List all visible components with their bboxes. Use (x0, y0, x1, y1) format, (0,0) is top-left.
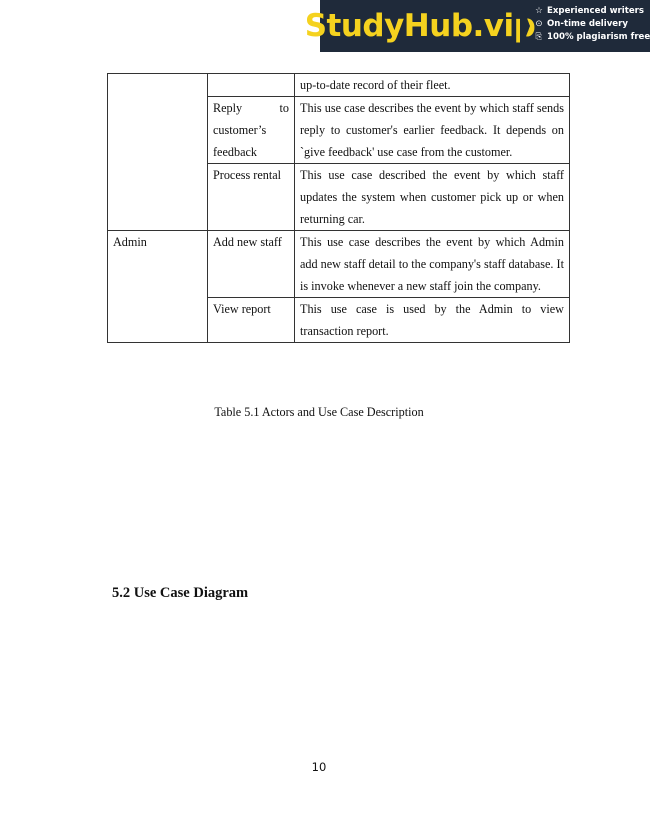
description-cell: This use case described the event by which staff updates the system when customer pick up or when returning car. (295, 164, 570, 231)
use-case-line (213, 97, 289, 119)
star-icon: ☆ (535, 6, 543, 16)
feature-list (520, 0, 650, 52)
use-case-line: feedback (213, 145, 257, 159)
clock-icon: ⊙ (535, 19, 543, 29)
description-cell: This use case describes the event by which staff sends reply to customer's earlier feedback. It depends on `give feedback' use case from the customer. (295, 97, 570, 164)
section-heading: 5.2 Use Case Diagram (112, 585, 249, 601)
use-case-line: customer’s (213, 123, 267, 137)
use-case-cell: View report (208, 298, 295, 343)
table-caption: Table 5.1 Actors and Use Case Description (214, 405, 424, 419)
page-number: 10 (311, 760, 327, 774)
description-cell: This use case describes the event by which Admin add new staff detail to the company's staff database. It is invoke whenever a new staff join the company. (295, 231, 570, 298)
actors-use-case-table (107, 73, 570, 343)
brand-name: StudyHub.vip (304, 8, 536, 44)
use-case-word: Reply (213, 101, 243, 115)
actor-cell (108, 74, 208, 231)
actor-cell: Admin (108, 231, 208, 343)
feature-text: 100% plagiarism free (547, 32, 650, 42)
use-case-cell (208, 74, 295, 97)
table-row (108, 74, 570, 97)
feature-text: On-time delivery (547, 19, 628, 29)
description-cell: This use case is used by the Admin to view transaction report. (295, 298, 570, 343)
feature-item (534, 5, 650, 18)
table-row (108, 231, 570, 298)
document-check-icon: ⎘ (535, 32, 543, 42)
use-case-word: to (279, 101, 289, 115)
use-case-cell (208, 97, 295, 164)
feature-item (534, 18, 650, 31)
description-cell: up-to-date record of their fleet. (295, 74, 570, 97)
feature-text: Experienced writers (547, 6, 645, 16)
use-case-cell: Process rental (208, 164, 295, 231)
use-case-cell: Add new staff (208, 231, 295, 298)
studyhub-banner[interactable] (304, 0, 650, 52)
feature-item (534, 31, 650, 44)
brand-logo (304, 0, 536, 52)
